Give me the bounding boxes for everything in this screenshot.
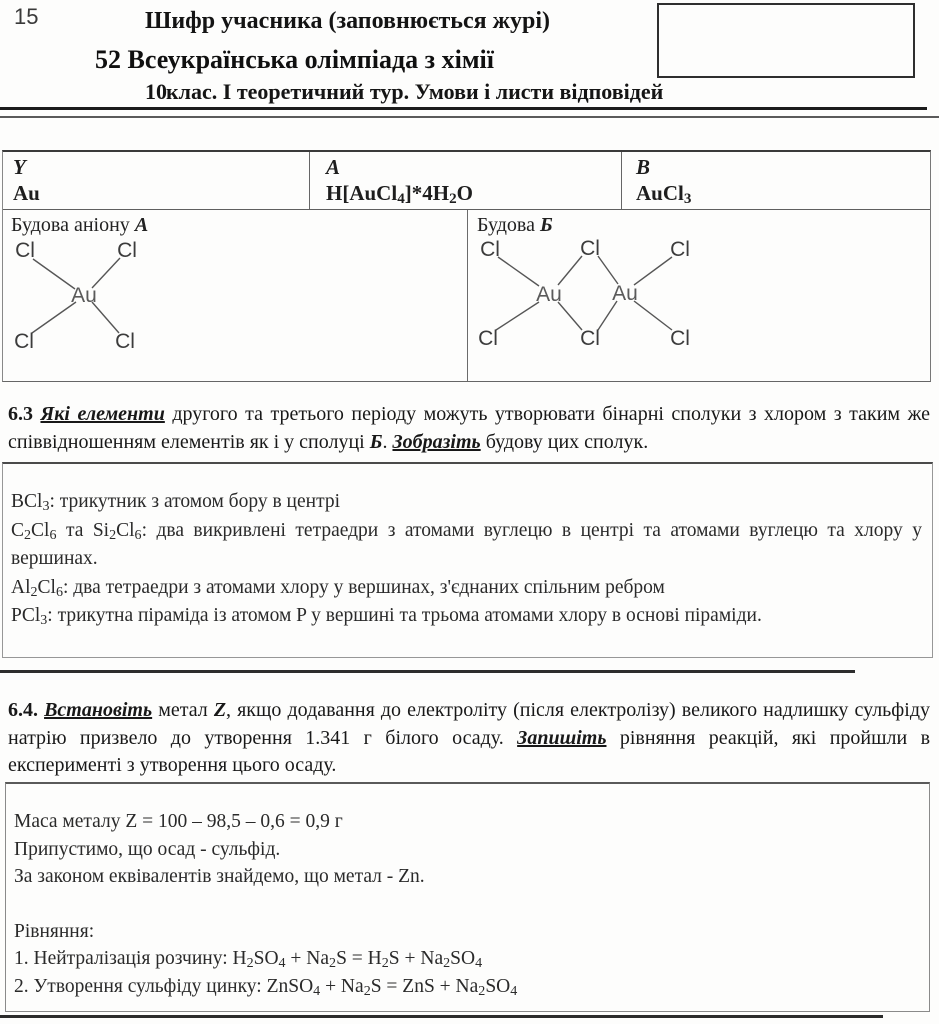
atom-label-au: Au (71, 284, 97, 307)
answer-box-6-3 (2, 462, 933, 658)
cell-compound-a (309, 152, 621, 209)
compound-table-row-letters (3, 152, 930, 210)
answer-box-6-4 (5, 782, 930, 1012)
bond-line (33, 259, 75, 289)
bond-line (598, 256, 618, 284)
header-rule-top (0, 107, 927, 110)
compound-formula: AuCl$_3$ (636, 181, 692, 208)
participant-cipher-label: Шифр учасника (заповнюється журі) (145, 8, 551, 34)
bond-line (634, 257, 672, 285)
atom-label-cl: Cl (117, 239, 137, 262)
compound-letter: B (636, 155, 651, 179)
round-subtitle: 10клас. І теоретичний тур. Умови і листи відповідей (145, 79, 664, 104)
answer-line: BCl$_3$: трикутник з атомом бору в центрі (11, 491, 341, 515)
cell-divider (467, 210, 468, 381)
atom-label-au: Au (536, 283, 562, 306)
answer-line: $Al_2Cl_6$: два тетраедри з атомами хлору у вершинах, з'єднаних спільним ребром (11, 576, 665, 600)
bond-line (558, 256, 582, 285)
cell-compound-y (3, 152, 309, 209)
answer-line: Маса металу Z = 100 – 98,5 – 0,6 = 0,9 г (14, 811, 343, 832)
bond-line (498, 257, 539, 286)
answer-line-blank (14, 891, 919, 918)
atom-label-cl: Cl (580, 237, 600, 260)
bond-line (598, 301, 617, 330)
question-6-4-text: 6.4. Встановіть метал Z, якщо додавання до електроліту (після електролізу) великого надлишку сульфіду натрію призвело до утворення 1.341 г білого осаду. Запишіть рівняння реакцій, які пройшли в експерименті з утворення цього осаду. (8, 699, 931, 776)
section-separator-line (0, 670, 855, 673)
cell-compound-b (621, 152, 930, 209)
atom-label-cl: Cl (478, 327, 498, 350)
compound-letter: A (326, 155, 341, 179)
page-bottom-rule (0, 1015, 883, 1018)
atom-label-cl: Cl (580, 327, 600, 350)
answer-line: 2. Утворення сульфіду цинку: ZnSO$_4$ + $Na_2S$ = ZnS + $Na_2SO_4$ (14, 975, 518, 999)
bond-line (558, 302, 582, 330)
compound-formula: $H[AuCl_4]*4H_2O$ (326, 181, 473, 208)
atom-label-cl: Cl (115, 330, 135, 353)
answer-line: $C_2Cl_6$ та $Si_2Cl_6$: два викривлені тетраедри з атомами вуглецю в центрі та атомами вуглецю та хлору у вершинах. (11, 519, 922, 569)
answer-line: За законом еквівалентів знайдемо, що метал - Zn. (14, 866, 425, 887)
olympiad-title: 52 Всеукраїнська олімпіада з хімії (95, 45, 494, 74)
molecule-diagram-au2cl6-dimer (472, 232, 697, 357)
header-rule-bottom (0, 116, 939, 118)
atom-label-cl: Cl (15, 239, 35, 262)
bond-line (32, 302, 76, 333)
atom-label-cl: Cl (480, 238, 500, 261)
answer-line: 1. Нейтралізація розчину: $H_2SO_4 + Na_2S = H_2S + Na_2SO_4$ (14, 948, 483, 972)
atom-label-cl: Cl (670, 238, 690, 261)
atom-label-cl: Cl (14, 330, 34, 353)
bond-line (634, 301, 672, 330)
compound-letter: Y (13, 155, 26, 179)
structure-b-label: Будова Б (477, 214, 553, 236)
jury-code-box (657, 3, 915, 78)
compound-formula: Au (13, 181, 40, 205)
molecule-diagram-aucl4-anion (6, 232, 166, 357)
answer-line: Припустимо, що осад - сульфід. (14, 838, 281, 860)
atom-label-au: Au (612, 282, 638, 305)
answer-line: Рівняння: (14, 920, 95, 942)
structure-a-label: Будова аніону А (11, 214, 149, 236)
question-6-3-text: 6.3 Які елементи другого та третього періоду можуть утворювати бінарні сполуки з хлором з таким же співвідношенням елементів як і у сполуці Б. Зобразіть будову цих сполук. (8, 403, 930, 453)
answer-line: PCl$_3$: трикутна піраміда із атомом P у вершині та трьома атомами хлору в основі піраміди. (11, 605, 762, 629)
bond-line (496, 302, 539, 330)
page-number: 15 (14, 4, 39, 29)
atom-label-cl: Cl (670, 327, 690, 350)
